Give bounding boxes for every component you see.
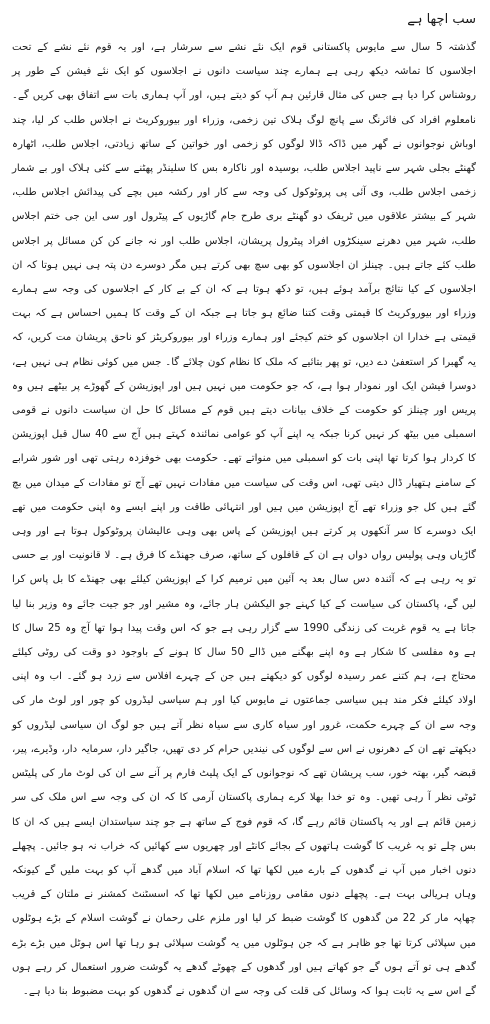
article-sentence-8: وہ تو خدا بھلا کرے ہماری پاکستان آرمی کا کہ ان کی وجہ سے اس ملک کی سر زمین قائم ہے اور یہ پاکستان قائم رہے گا، کہ قوم فوج کے ساتھ ہے جو چند سیاستدان ایسے ہیں کہ ان کا بس چلے تو یہ غریب کا گوشت ہاتھوں کے بجائے کانٹے اور چھریوں سے کھائیں کہ خراب نہ ہو جائیں۔: [12, 792, 476, 852]
article-body: [12, 36, 476, 1004]
article-sentence-7: اب وہ اپنی اولاد کیلئے فکر مند ہیں سیاسی جماعتوں نے مایوس کیا اور ہم سیاسی لیڈروں کو چور اور لوٹ مار کی وجہ سے ان کے چہرے حکمت، غرور اور سیاہ کاری سے سیاہ نظر آتے ہیں جو لوگ ان سیاسی لیڈروں کو دیکھتے تھے ان کے دھرنوں نے اس سے لوگوں کی نیندیں حرام کر دی تھیں، جاگیر دار، سرمایہ دار، وڈیرے، پیر، قبضہ گیر، بھتہ خور، سب پریشان تھے کہ نوجوانوں کے ایک پلیٹ فارم پر آنے سے ان کی لوٹ مار کی پلیٹس ٹوٹی نظر آ رہی تھیں۔: [12, 671, 476, 804]
article-sentence-10: پچھلے دنوں مقامی روزنامے میں لکھا تھا کہ اسسٹنٹ کمشنر نے ملتان کے قریب چھاپہ مار کر 22 من گدھوں کا گوشت ضبط کر لیا اور ملزم علی رحمان نے گوشت اسلام کے بڑے ہوٹلوں میں سپلائی کرتا تھا جو ظاہر ہے کہ جن ہوٹلوں میں یہ گوشت سپلائی ہو رہا تھا اس ہوٹل میں بڑے بڑے گدھے ہی تو آتے ہوں گے جو کھاتے ہیں اور گدھوں کے چھوٹے گدھے یہ گوشت ضرور استعمال کر رہے ہوں گے اس سے یہ ثابت ہوا کہ وسائل کی قلت کی وجہ سے ان گدھوں نے گدھوں کو بہت مضبوط بنا دیا ہے۔: [12, 889, 476, 997]
article-sentence-5: حکومت بھی خوفزدہ رہتی تھی اور شور شرابے کے سامنے ہتھیار ڈال دیتی تھی، اس وقت کی سیاست میں مفادات نہیں تھے آج تو مفادات کے میدان میں بچ گئے ہیں کل جو وزراء تھے آج اپوزیشن میں ہیں اور انتہائی طاقت ور اپنے ایسے وہ اپنی حکومت میں تھے ایک دوسرے کا سر آنکھوں پر کرتے ہیں اپوزیشن کے پاس بھی وہی عالیشان پروٹوکول ہوتا ہے اور وہی گاڑیاں وہی پولیس رواں دواں ہے ان کے قافلوں کے ساتھ، صرف جھنڈے کا فرق ہے۔: [12, 453, 476, 562]
article-sentence-3: چینلز ان اجلاسوں کو بھی سچ بھی کرتے ہیں مگر دوسرے دن پتہ ہی نہیں ہوتا کہ ان اجلاسوں کے کیا نتائج برآمد ہوئے ہیں، تو دکھ ہوتا ہے کہ ان کے بے کار کے اجلاسوں کی وجہ سے ہمارے وزراء اور بیوروکریٹ کا قیمتی وقت کتنا ضائع ہو جاتا ہے جبکہ ان کے وقت کا ہمیں احساس ہے کہ بہت قیمتی ہے خدارا ان اجلاسوں کو ختم کیجئے اور ہمارے وزراء اور بیوروکریٹز کو ناحق پریشان مت کریں، کہ یہ گھبرا کر استعفیٰ دے دیں، تو پھر بتائیے کہ ملک کا نظام کون چلائے گا۔: [12, 259, 476, 368]
article-sentence-4: جس میں کوئی نظام ہی نہیں ہے، دوسرا فیشن ایک اور نمودار ہوا ہے، کہ جو حکومت میں نہیں ہیں اور اپوزیشن کے گھوڑے پر بیٹھے ہیں وہ پریس اور چینلز کو حکومت کے خلاف بیانات دیتے ہیں قوم کے مسائل کا حل ان سیاست دانوں نے قومی اسمبلی میں بیٹھ کر نہیں کرنا جبکہ یہ اپنے آپ کو عوامی نمائندہ کہتے ہیں آج سے 40 سال قبل اپوزیشن کا کردار ہوا کرتا تھا اپنی بات کو اسمبلی میں منواتے تھے۔: [12, 356, 476, 465]
article-title: سب اچھا ہے: [407, 12, 476, 27]
article-sentence-1: گذشتہ 5 سال سے مایوس پاکستانی قوم ایک نئے نشے سے سرشار ہے، اور یہ قوم نئے نشے کے تحت اجلاسوں کا تماشہ دیکھ رہی ہے ہمارے چند سیاست دانوں نے اجلاسوں کو ایک نئے فیشن کے طور پر روشناس کرا دیا ہے جس کی مثال قارئین ہم آپ کو دیتے ہیں، اور آپ ہماری بات سے اتفاق بھی کریں گے۔: [12, 42, 477, 102]
article-sentence-9: پچھلے دنوں اخبار میں آپ نے گدھوں کے بارے میں لکھا تھا کہ اسلام آباد میں گدھے آپ کو بہت ملیں گے کیونکہ وہاں ہریالی بہت ہے۔: [12, 840, 477, 901]
article-sentence-6: لا قانونیت اور بے حسی تو یہ رہی ہے کہ آئندہ دس سال بعد یہ آئین میں ترمیم کرا کے اپوزیشن کیلئے بھی جھنڈے کا بل پاس کرا لیں گے، پاکستان کی سیاست کے کیا کہنے جو الیکشن ہار جائے، وہ مشیر اور جو جیت جائے وہ وزیر بنا لیا جاتا ہے یہ قوم غربت کی زندگی 1990 سے گزار رہی ہے جو کہ اس وقت پیدا ہوا تھا آج وہ 25 سال کا ہے وہ مفلسی کا شکار ہے وہ اپنے بھگنے میں ڈالے 50 سال کا ہونے کے باوجود دو وقت کی روٹی کیلئے محتاج ہے، ہم کتنے عمر رسیدہ لوگوں کو دیکھتے ہیں جن کے چہرے افلاس سے زرد ہو گئے۔: [12, 550, 477, 683]
article-sentence-2: نامعلوم افراد کی فائرنگ سے پانچ لوگ ہلاک تین زخمی، وزراء اور بیوروکریٹ نے اجلاس طلب کر لیا، چند اوباش نوجوانوں نے گھر میں ڈاکہ ڈالا لوگوں کو زخمی اور خواتین کے ساتھ زیادتی، اجلاس طلب، اٹھارہ گھنٹے بجلی شہر سے ناپید اجلاس طلب، بوسیدہ اور ناکارہ بس کا سلینڈر پھٹنے سے کئی ہلاک اور بے شمار زخمی اجلاس طلب، وی آئی پی پروٹوکول کی وجہ سے کار اور رکشہ میں بچے کی پیدائش اجلاس طلب، شہر کے بیشتر علاقوں میں ٹریفک دو گھنٹے بری طرح جام گاڑیوں کے پیٹرول اور سی این جی ختم اجلاس طلب، شہر میں دھرنے سینکڑوں افراد پیٹرول پریشان، اجلاس طلب اور نہ جانے کن کن مسائل پر اجلاس طلب کئے جاتے ہیں۔: [12, 114, 476, 271]
